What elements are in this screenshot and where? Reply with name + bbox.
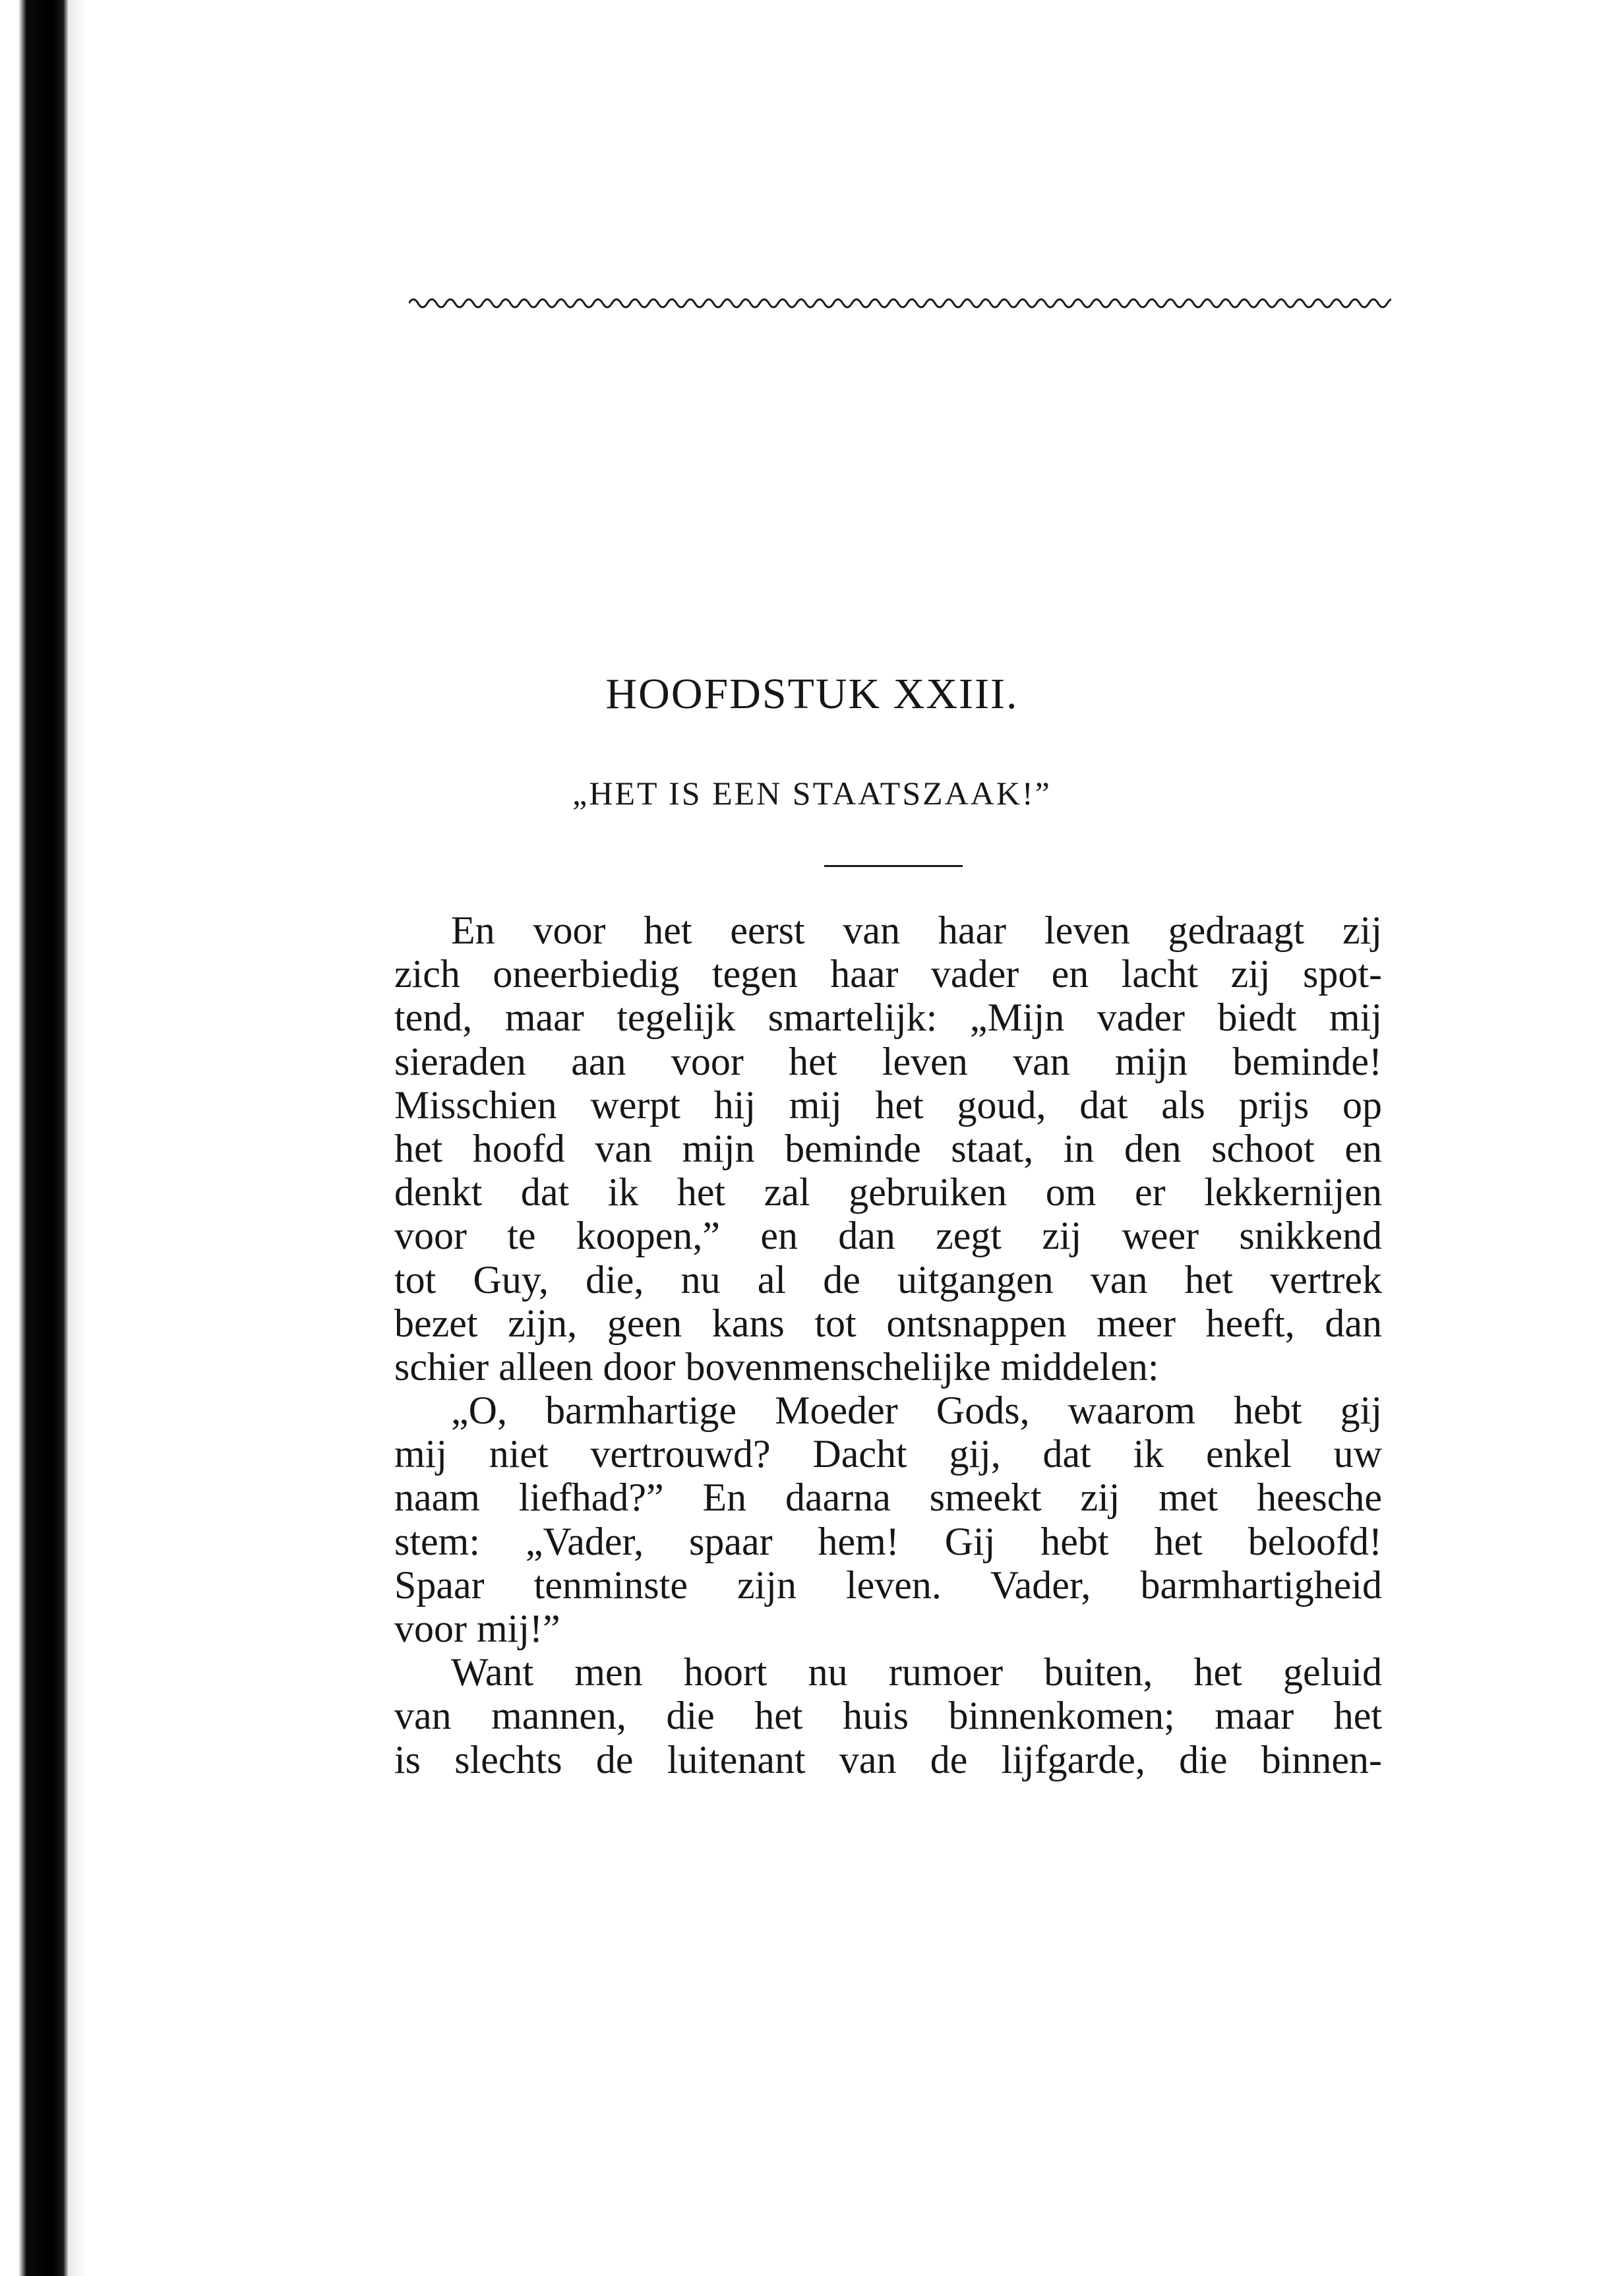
text-line: tot Guy, die, nu al de uitgangen van het vertrek <box>394 1257 1382 1302</box>
text-line: stem: „Vader, spaar hem! Gij hebt het beloofd! <box>394 1519 1382 1563</box>
chapter-subtitle: „HET IS EEN STAATSZAAK!” <box>572 775 1052 812</box>
body-text <box>394 909 1382 1782</box>
binding-edge <box>0 0 69 2276</box>
text-line: voor mij!” <box>394 1607 560 1650</box>
text-line: is slechts de luitenant van de lijfgarde, die binnen- <box>394 1737 1382 1782</box>
text-line: denkt dat ik het zal gebruiken om er lekkernijen <box>394 1170 1382 1214</box>
text-line: het hoofd van mijn beminde staat, in den schoot en <box>394 1126 1382 1170</box>
text-line: bezet zijn, geen kans tot ontsnappen meer heeft, dan <box>394 1301 1382 1345</box>
text-line: van mannen, die het huis binnenkomen; maar het <box>394 1694 1382 1738</box>
section-rule <box>824 865 963 867</box>
text-line: „O, barmhartige Moeder Gods, waarom hebt gij <box>451 1389 1382 1433</box>
text-line: Misschien werpt hij mij het goud, dat als prijs op <box>394 1083 1382 1127</box>
binding-shadow <box>69 0 89 2276</box>
text-line: schier alleen door bovenmenschelijke middelen: <box>394 1344 1159 1389</box>
text-line: zich oneerbiedig tegen haar vader en lacht zij spot- <box>394 952 1382 996</box>
text-line: mij niet vertrouwd? Dacht gij, dat ik enkel uw <box>394 1432 1382 1476</box>
text-line: naam liefhad?” En daarna smeekt zij met heesche <box>394 1476 1382 1520</box>
text-line: Want men hoort nu rumoer buiten, het geluid <box>451 1650 1382 1694</box>
text-line: sieraden aan voor het leven van mijn beminde! <box>394 1039 1382 1083</box>
text-line: tend, maar tegelijk smartelijk: „Mijn vader biedt mij <box>394 996 1382 1040</box>
text-line: En voor het eerst van haar leven gedraagt zij <box>451 909 1382 952</box>
text-line: Spaar tenminste zijn leven. Vader, barmhartigheid <box>394 1563 1382 1607</box>
chapter-heading: HOOFDSTUK XXIII. <box>605 670 1019 718</box>
text-line: voor te koopen,” en dan zegt zij weer snikkend <box>394 1214 1382 1258</box>
ornament-rule <box>409 290 1391 316</box>
